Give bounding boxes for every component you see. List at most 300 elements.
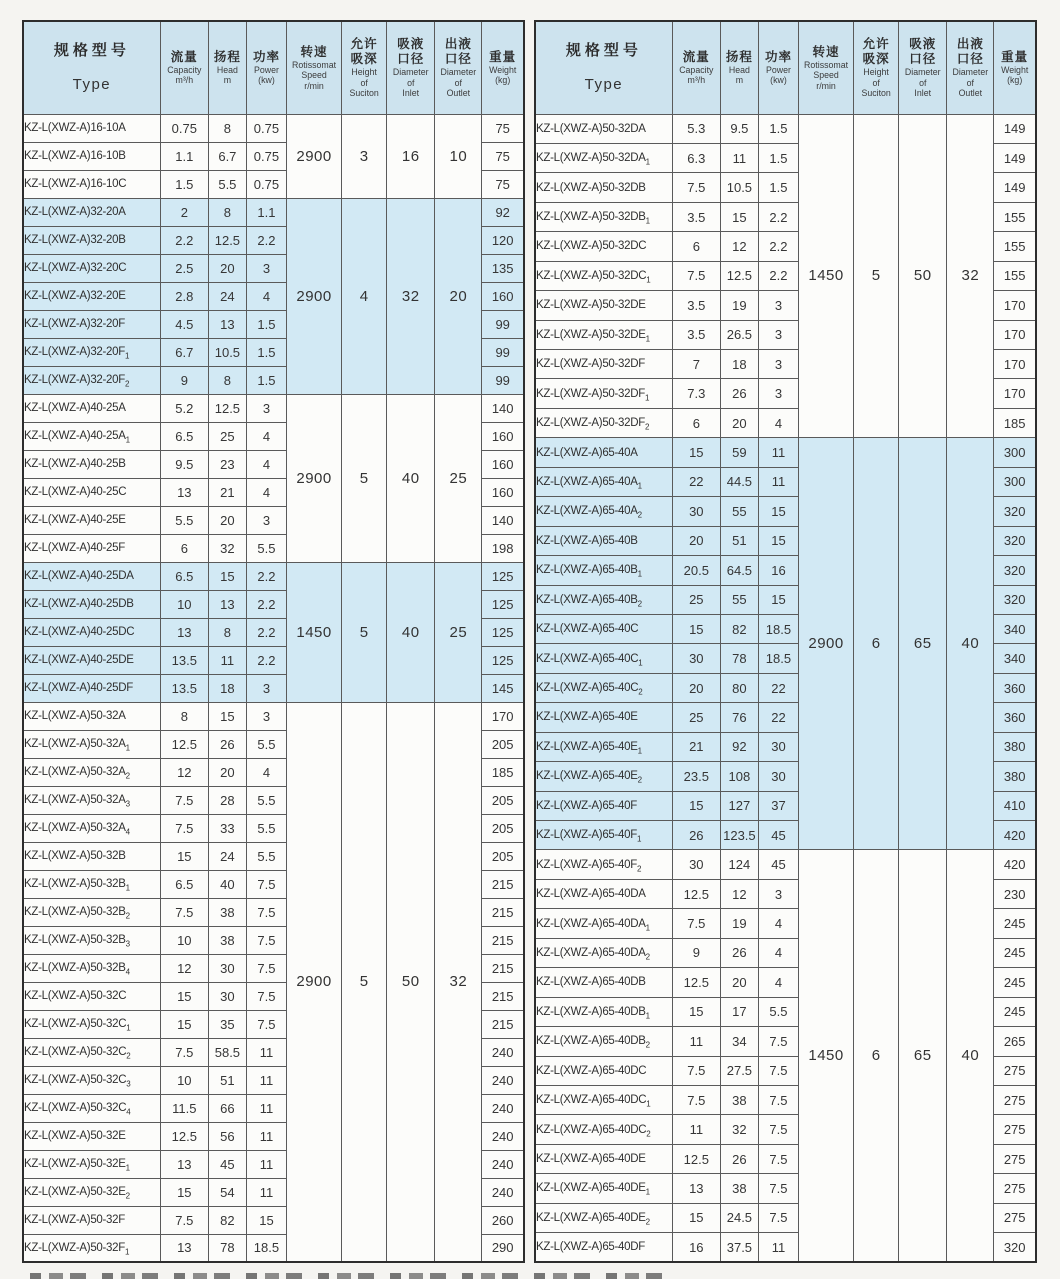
cell-capacity: 30 (672, 644, 720, 673)
cell-power: 2.2 (246, 646, 286, 674)
cell-weight: 420 (994, 821, 1036, 850)
spec-tables-container (22, 20, 1038, 1263)
header-line: r/min (816, 80, 836, 91)
cell-type (535, 909, 672, 938)
cell-head: 12.5 (208, 394, 246, 422)
cell-head: 21 (208, 478, 246, 506)
cell-power: 4 (246, 282, 286, 310)
cell-power: 4 (246, 478, 286, 506)
cell-power: 30 (758, 762, 798, 791)
header-line: m³/h (687, 75, 706, 86)
cell-outlet-merged: 32 (947, 114, 994, 438)
cell-power: 11 (758, 438, 798, 467)
type-text: KZ-L(XWZ-A)50-32DF (536, 387, 645, 400)
type-text: KZ-L(XWZ-A)50-32A (24, 794, 126, 806)
cell-power: 7.5 (758, 1056, 798, 1085)
cell-power: 11 (758, 1233, 798, 1262)
cell-capacity: 15 (672, 791, 720, 820)
header-line: 功率 (764, 49, 792, 64)
cell-head: 45 (208, 1150, 246, 1178)
type-subscript: 1 (637, 569, 642, 579)
cell-power: 7.5 (758, 1085, 798, 1114)
cell-outlet-merged: 40 (947, 438, 994, 850)
cell-weight: 215 (482, 870, 524, 898)
cell-head: 15 (720, 202, 758, 231)
table-row (23, 562, 524, 590)
cell-type (23, 422, 160, 450)
cell-weight: 155 (994, 202, 1036, 231)
cell-type (535, 379, 672, 408)
cell-capacity: 6.5 (160, 562, 208, 590)
cell-head: 20 (208, 506, 246, 534)
cell-outlet-merged: 10 (435, 114, 482, 198)
header-cell-head (720, 21, 758, 114)
cell-power: 1.5 (246, 338, 286, 366)
cell-head: 20 (720, 408, 758, 437)
cell-head: 12.5 (720, 261, 758, 290)
cell-power: 5.5 (246, 786, 286, 814)
cell-type (23, 254, 160, 282)
cell-capacity: 15 (672, 997, 720, 1026)
cell-power: 1.1 (246, 198, 286, 226)
header-cell-capacity (672, 21, 720, 114)
cell-weight: 360 (994, 673, 1036, 702)
type-text: KZ-L(XWZ-A)50-32B (24, 934, 126, 946)
header-line: 出液 (444, 37, 472, 51)
type-subscript: 2 (645, 1040, 650, 1050)
cell-power: 11 (246, 1122, 286, 1150)
header-cell-outlet (947, 21, 994, 114)
header-line: (kg) (495, 75, 511, 86)
cropped-note-strip (30, 1273, 675, 1279)
cell-head: 56 (208, 1122, 246, 1150)
cell-outlet-merged: 20 (435, 198, 482, 394)
cell-weight: 320 (994, 556, 1036, 585)
cell-capacity: 13 (160, 618, 208, 646)
cell-type (535, 408, 672, 437)
cell-capacity: 3.5 (672, 291, 720, 320)
header-row (23, 21, 524, 114)
cell-weight: 275 (994, 1056, 1036, 1085)
cell-capacity: 20.5 (672, 556, 720, 585)
cell-capacity: 1.5 (160, 170, 208, 198)
cell-suction-merged: 5 (342, 562, 387, 702)
cell-weight: 320 (994, 1233, 1036, 1262)
cell-head: 64.5 (720, 556, 758, 585)
cell-weight: 245 (994, 997, 1036, 1026)
type-text: KZ-L(XWZ-A)40-25E (24, 514, 126, 526)
cell-weight: 205 (482, 730, 524, 758)
cell-head: 20 (208, 758, 246, 786)
cell-type (535, 850, 672, 879)
cell-weight: 240 (482, 1178, 524, 1206)
cell-capacity: 11.5 (160, 1094, 208, 1122)
type-text: KZ-L(XWZ-A)50-32B (24, 878, 126, 890)
type-text: KZ-L(XWZ-A)32-20F (24, 374, 125, 386)
cell-capacity: 11 (672, 1027, 720, 1056)
header-line: 吸液 (397, 37, 425, 51)
cell-type (23, 814, 160, 842)
cell-head: 11 (720, 143, 758, 172)
type-subscript: 1 (125, 1163, 130, 1173)
cell-type (23, 702, 160, 730)
cell-outlet-merged: 25 (435, 562, 482, 702)
type-text: KZ-L(XWZ-A)65-40F (536, 799, 637, 812)
type-text: KZ-L(XWZ-A)50-32F (24, 1241, 125, 1254)
cell-weight: 155 (994, 261, 1036, 290)
cell-power: 7.5 (758, 1203, 798, 1232)
type-text: KZ-L(XWZ-A)65-40DA (536, 946, 646, 959)
header-line: Power (765, 64, 791, 75)
cell-head: 17 (720, 997, 758, 1026)
type-text: KZ-L(XWZ-A)32-20A (24, 206, 126, 218)
cell-capacity: 26 (672, 821, 720, 850)
cell-capacity: 25 (672, 585, 720, 614)
header-cell-type (535, 21, 672, 114)
type-subscript: 1 (644, 392, 650, 402)
cell-power: 3 (246, 702, 286, 730)
type-text: KZ-L(XWZ-A)65-40DC (536, 1123, 647, 1136)
type-text: KZ-L(XWZ-A)50-32C (24, 1102, 127, 1114)
cell-head: 23 (208, 450, 246, 478)
header-line: 允许 (862, 37, 890, 51)
cell-head: 58.5 (208, 1038, 246, 1066)
cell-weight: 275 (994, 1174, 1036, 1203)
cell-suction-merged: 4 (342, 198, 387, 394)
cell-head: 27.5 (720, 1056, 758, 1085)
cell-power: 1.5 (246, 366, 286, 394)
cell-outlet-merged: 32 (435, 702, 482, 1262)
cell-type (23, 1178, 160, 1206)
cell-type (23, 142, 160, 170)
type-text: KZ-L(XWZ-A)40-25A (24, 402, 126, 414)
header-type-en: Type (72, 75, 112, 93)
cell-capacity: 12.5 (672, 879, 720, 908)
cell-inlet-merged: 65 (899, 850, 947, 1262)
cell-head: 32 (720, 1115, 758, 1144)
cell-type (535, 1115, 672, 1144)
cell-type (23, 114, 160, 142)
cell-weight: 160 (482, 450, 524, 478)
cell-type (535, 821, 672, 850)
header-type-cn: 规格型号 (53, 41, 130, 59)
header-line: of (966, 77, 974, 88)
cell-weight: 75 (482, 142, 524, 170)
header-line: Capacity (679, 64, 714, 75)
type-subscript: 1 (645, 157, 650, 167)
cell-suction-merged: 3 (342, 114, 387, 198)
type-text: KZ-L(XWZ-A)40-25A (24, 430, 126, 442)
cell-head: 108 (720, 762, 758, 791)
cell-capacity: 15 (672, 1203, 720, 1232)
cell-power: 15 (758, 526, 798, 555)
cell-speed-merged: 1450 (287, 562, 342, 702)
cell-type (23, 618, 160, 646)
cell-weight: 320 (994, 526, 1036, 555)
cell-capacity: 7 (672, 350, 720, 379)
cell-type (23, 646, 160, 674)
cell-capacity: 13 (160, 478, 208, 506)
cell-head: 24 (208, 282, 246, 310)
cell-power: 30 (758, 732, 798, 761)
cell-capacity: 7.5 (672, 909, 720, 938)
cell-capacity: 2.8 (160, 282, 208, 310)
header-line: m³/h (175, 75, 194, 86)
cell-type (23, 170, 160, 198)
cell-power: 45 (758, 850, 798, 879)
type-subscript: 2 (645, 952, 650, 962)
cell-head: 9.5 (720, 114, 758, 143)
type-text: KZ-L(XWZ-A)50-32B (24, 962, 126, 974)
cell-type (23, 506, 160, 534)
cell-weight: 275 (994, 1203, 1036, 1232)
type-subscript: 4 (125, 827, 130, 837)
cell-type (535, 1144, 672, 1173)
type-text: KZ-L(XWZ-A)50-32DE (536, 299, 646, 312)
cell-capacity: 7.5 (672, 1056, 720, 1085)
cell-head: 24 (208, 842, 246, 870)
cell-power: 2.2 (246, 226, 286, 254)
type-text: KZ-L(XWZ-A)50-32DA (536, 122, 646, 135)
cell-speed-merged: 1450 (799, 850, 854, 1262)
cell-weight: 205 (482, 814, 524, 842)
header-line: Suciton (349, 88, 379, 98)
cell-head: 82 (720, 614, 758, 643)
type-text: KZ-L(XWZ-A)50-32A (24, 766, 126, 778)
cell-weight: 275 (994, 1085, 1036, 1114)
type-text: KZ-L(XWZ-A)50-32B (24, 906, 126, 918)
header-line: (kw) (770, 75, 787, 86)
cell-type (535, 320, 672, 349)
cell-capacity: 5.2 (160, 394, 208, 422)
cell-type (23, 1206, 160, 1234)
type-text: KZ-L(XWZ-A)65-40DC (536, 1094, 647, 1107)
cell-power: 11 (246, 1178, 286, 1206)
cell-weight: 170 (482, 702, 524, 730)
cell-capacity: 25 (672, 703, 720, 732)
cell-weight: 120 (482, 226, 524, 254)
type-text: KZ-L(XWZ-A)40-25DE (24, 654, 134, 666)
type-text: KZ-L(XWZ-A)65-40B (536, 564, 638, 577)
cell-weight: 245 (994, 938, 1036, 967)
cell-weight: 155 (994, 232, 1036, 261)
cell-type (23, 842, 160, 870)
type-text: KZ-L(XWZ-A)65-40E (536, 711, 638, 724)
cell-type (535, 968, 672, 997)
cell-type (535, 261, 672, 290)
cell-weight: 420 (994, 850, 1036, 879)
cell-type (535, 762, 672, 791)
table-row (535, 850, 1036, 879)
cell-type (23, 758, 160, 786)
cell-weight: 125 (482, 618, 524, 646)
cell-capacity: 15 (672, 614, 720, 643)
cell-type (535, 644, 672, 673)
header-cell-head (208, 21, 246, 114)
type-subscript: 2 (125, 771, 130, 781)
cell-type (535, 938, 672, 967)
cell-speed-merged: 2900 (287, 114, 342, 198)
cell-capacity: 6.3 (672, 143, 720, 172)
type-subscript: 1 (125, 883, 130, 893)
cell-head: 15 (208, 702, 246, 730)
type-text: KZ-L(XWZ-A)65-40F (536, 829, 637, 842)
cell-power: 1.5 (246, 310, 286, 338)
cell-weight: 215 (482, 898, 524, 926)
cell-type (23, 786, 160, 814)
header-line: 口径 (444, 52, 472, 66)
header-line: Capacity (167, 64, 202, 75)
type-text: KZ-L(XWZ-A)65-40DB (536, 1005, 646, 1018)
cell-capacity: 7.5 (160, 1038, 208, 1066)
cell-outlet-merged: 25 (435, 394, 482, 562)
header-cell-capacity (160, 21, 208, 114)
cell-head: 11 (208, 646, 246, 674)
cell-head: 51 (720, 526, 758, 555)
cell-capacity: 21 (672, 732, 720, 761)
header-line: 吸深 (350, 52, 378, 66)
cell-weight: 145 (482, 674, 524, 702)
cell-head: 28 (208, 786, 246, 814)
cell-speed-merged: 2900 (287, 198, 342, 394)
cell-type (23, 730, 160, 758)
cell-capacity: 15 (160, 842, 208, 870)
cell-type (23, 898, 160, 926)
cell-power: 2.2 (758, 232, 798, 261)
cell-power: 18.5 (758, 614, 798, 643)
header-line: 吸深 (862, 52, 890, 66)
cell-power: 1.5 (758, 143, 798, 172)
cell-head: 78 (208, 1234, 246, 1262)
cell-speed-merged: 2900 (287, 394, 342, 562)
type-text: KZ-L(XWZ-A)50-32E (24, 1186, 126, 1198)
cell-capacity: 12.5 (672, 968, 720, 997)
cell-head: 8 (208, 198, 246, 226)
cell-type (23, 198, 160, 226)
cell-capacity: 7.5 (672, 173, 720, 202)
cell-capacity: 7.5 (672, 1085, 720, 1114)
header-line: 流量 (682, 49, 710, 64)
cell-power: 4 (246, 422, 286, 450)
type-text: KZ-L(XWZ-A)40-25DB (24, 598, 134, 610)
cell-head: 55 (720, 585, 758, 614)
type-text: KZ-L(XWZ-A)65-40C (536, 652, 639, 665)
cell-power: 18.5 (246, 1234, 286, 1262)
header-line: m (223, 75, 232, 86)
cell-power: 2.2 (246, 562, 286, 590)
type-subscript: 1 (125, 743, 130, 753)
cell-capacity: 12.5 (160, 1122, 208, 1150)
cell-type (23, 394, 160, 422)
cell-head: 123.5 (720, 821, 758, 850)
type-text: KZ-L(XWZ-A)32-20E (24, 290, 126, 302)
type-text: KZ-L(XWZ-A)50-32F (24, 1214, 125, 1226)
cell-type (23, 1094, 160, 1122)
type-text: KZ-L(XWZ-A)65-40DE (536, 1153, 646, 1166)
cell-head: 54 (208, 1178, 246, 1206)
cell-power: 7.5 (758, 1027, 798, 1056)
type-subscript: 1 (646, 1099, 651, 1109)
table-header (535, 21, 1036, 114)
header-line: Power (253, 64, 279, 75)
cell-capacity: 12 (160, 758, 208, 786)
cell-weight: 170 (994, 379, 1036, 408)
type-text: KZ-L(XWZ-A)50-32DC (536, 269, 647, 282)
cell-head: 20 (208, 254, 246, 282)
cell-head: 8 (208, 618, 246, 646)
type-text: KZ-L(XWZ-A)65-40B (536, 534, 638, 547)
cell-capacity: 15 (160, 1178, 208, 1206)
type-subscript: 2 (124, 379, 130, 389)
cell-power: 3 (246, 674, 286, 702)
header-cell-type (23, 21, 160, 114)
cell-capacity: 13 (160, 1234, 208, 1262)
cell-head: 26 (720, 938, 758, 967)
type-subscript: 1 (637, 746, 642, 756)
cell-weight: 149 (994, 143, 1036, 172)
cell-type (23, 450, 160, 478)
cell-power: 3 (246, 254, 286, 282)
type-subscript: 1 (637, 481, 642, 491)
type-subscript: 1 (636, 834, 642, 844)
cell-inlet-merged: 40 (387, 394, 435, 562)
cell-capacity: 6 (672, 232, 720, 261)
type-text: KZ-L(XWZ-A)50-32B (24, 850, 126, 862)
cell-capacity: 20 (672, 526, 720, 555)
cell-speed-merged: 2900 (287, 702, 342, 1262)
cell-outlet-merged: 40 (947, 850, 994, 1262)
cell-head: 80 (720, 673, 758, 702)
cell-weight: 170 (994, 320, 1036, 349)
cell-type (23, 954, 160, 982)
type-text: KZ-L(XWZ-A)16-10B (24, 150, 126, 162)
cell-weight: 92 (482, 198, 524, 226)
cell-suction-merged: 6 (854, 850, 899, 1262)
cell-type (535, 997, 672, 1026)
cell-power: 5.5 (246, 814, 286, 842)
cell-power: 15 (758, 585, 798, 614)
type-text: KZ-L(XWZ-A)50-32DF (536, 358, 645, 371)
type-subscript: 3 (126, 1079, 131, 1089)
cell-power: 11 (246, 1066, 286, 1094)
cell-capacity: 9 (160, 366, 208, 394)
cell-power: 1.5 (758, 173, 798, 202)
cell-power: 2.2 (758, 261, 798, 290)
type-text: KZ-L(XWZ-A)50-32DC (536, 240, 647, 253)
cell-suction-merged: 5 (342, 702, 387, 1262)
header-type-en: Type (584, 75, 624, 93)
type-subscript: 1 (645, 922, 650, 932)
cell-inlet-merged: 32 (387, 198, 435, 394)
header-cell-weight (994, 21, 1036, 114)
cell-head: 76 (720, 703, 758, 732)
cell-power: 37 (758, 791, 798, 820)
cell-head: 10.5 (208, 338, 246, 366)
header-cell-power (758, 21, 798, 114)
type-text: KZ-L(XWZ-A)32-20B (24, 234, 126, 246)
cell-power: 1.5 (758, 114, 798, 143)
cell-weight: 340 (994, 644, 1036, 673)
cell-speed-merged: 2900 (799, 438, 854, 850)
cell-type (535, 1174, 672, 1203)
type-subscript: 3 (125, 939, 130, 949)
type-subscript: 1 (645, 334, 650, 344)
cell-weight: 410 (994, 791, 1036, 820)
type-text: KZ-L(XWZ-A)50-32DF (536, 417, 645, 430)
cell-head: 124 (720, 850, 758, 879)
type-subscript: 2 (645, 1217, 650, 1227)
cell-capacity: 7.5 (160, 814, 208, 842)
